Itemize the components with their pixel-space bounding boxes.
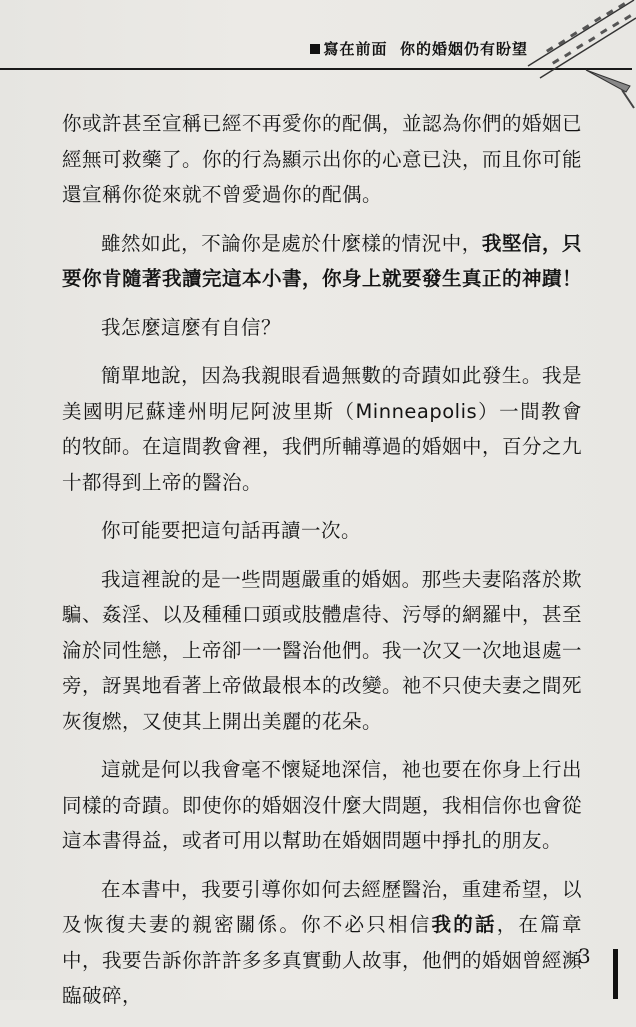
page-number: 3 [578, 944, 591, 968]
paragraph [62, 106, 582, 213]
bold-text: 我的話 [431, 913, 497, 936]
text-run: ，在篇章中，我要告訴你許許多多真實動人故事，他們的婚姻曾經瀕臨破碎， [62, 913, 583, 1007]
zipper-icon [526, 0, 636, 110]
text-run: 這就是何以我會毫不懷疑地深信，祂也要在你身上行出同樣的奇蹟。即使你的婚姻沒什麼大問題，我相信你也會從這本書得益，或者可用以幫助在婚姻問題中掙扎的朋友。 [62, 758, 583, 852]
text-run: 你可能要把這句話再讀一次。 [101, 519, 362, 542]
paragraph [62, 513, 582, 549]
text-run: 我怎麼這麼有自信？ [101, 315, 282, 339]
text-run: 我這裡說的是一些問題嚴重的婚姻。那些夫妻陷落於欺騙、姦淫、以及種種口頭或肢體虐待、污辱的網羅中，甚至淪於同性戀，上帝卻一一醫治他們。我一次又一次地退處一旁，訝異地看著上帝做最根本的改變。祂不只使夫妻之間死灰復燃，又使其上開出美麗的花朵。 [62, 567, 583, 733]
paragraph [62, 310, 582, 346]
corner-mark [613, 949, 618, 999]
header-section: 寫在前面 [323, 40, 388, 58]
text-run: 你或許甚至宣稱已經不再愛你的配偶，並認為你們的婚姻已經無可救藥了。你的行為顯示出你的心意已決，而且你可能還宣稱你從來就不曾愛過你的配偶。 [62, 112, 583, 206]
text-run: 簡單地說，因為我親眼看過無數的奇蹟如此發生。我是美國明尼蘇達州明尼阿波里斯（Minneapolis）一間教會的牧師。在這間教會裡，我們所輔導過的婚姻中，百分之九十都得到上帝的醫治。 [62, 364, 583, 494]
paragraph [62, 872, 582, 1014]
square-bullet-icon [310, 44, 320, 54]
header-chapter-title: 你的婚姻仍有盼望 [399, 40, 528, 58]
paragraph [62, 358, 582, 500]
body-text [62, 106, 582, 1027]
header-title [310, 38, 528, 59]
paragraph [62, 752, 582, 859]
paragraph [62, 562, 582, 740]
running-header [0, 0, 636, 74]
bold-text: 我堅信，只要你肯隨著我讀完這本小書，你身上就要發生真正的神蹟！ [62, 231, 583, 290]
text-run: 雖然如此，不論你是處於什麼樣的情況中， [101, 231, 482, 255]
paragraph [62, 226, 582, 297]
text-run: 在本書中，我要引導你如何去經歷醫治，重建希望，以及恢復夫妻的親密關係。你不必只相信 [62, 877, 582, 936]
